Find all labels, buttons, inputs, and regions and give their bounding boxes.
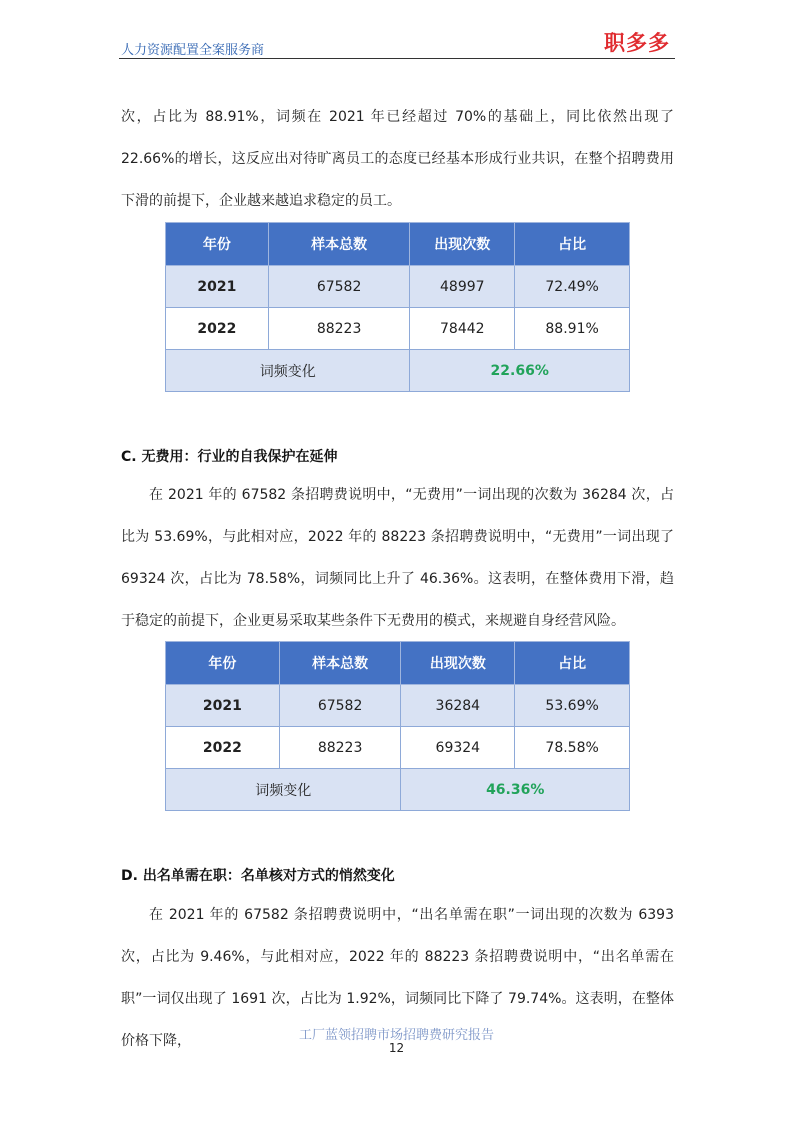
brand-logo: 职多多 — [604, 31, 670, 55]
table-change-row — [166, 350, 630, 392]
section-d-paragraph: 在 2021 年的 67582 条招聘费说明中，“出名单需在职”一词出现的次数为 6393 次，占比为 9.46%，与此相对应，2022 年的 88223 条招聘费说明中，“出名单需在职”一词仅出现了 1691 次，占比为 1.92%，词频同比下降了 79.74%。这表明，在整体价格下降， — [121, 907, 674, 1049]
cell-year: 2022 — [166, 727, 280, 769]
cell-ratio: 78.58% — [515, 727, 630, 769]
header-year: 年份 — [166, 642, 280, 685]
table-row — [166, 685, 630, 727]
section-d-heading: D. 出名单需在职：名单核对方式的悄然变化 — [121, 868, 395, 884]
cell-ratio: 72.49% — [515, 266, 630, 308]
section-c-heading: C. 无费用：行业的自我保护在延伸 — [121, 449, 338, 465]
header-sample-total: 样本总数 — [268, 223, 410, 266]
table-header-row — [166, 223, 630, 266]
cell-year: 2022 — [166, 308, 269, 350]
header-occurrences: 出现次数 — [410, 223, 515, 266]
cell-sample-total: 67582 — [268, 266, 410, 308]
header-year: 年份 — [166, 223, 269, 266]
cell-change-label: 词频变化 — [166, 350, 410, 392]
header-occurrences: 出现次数 — [401, 642, 515, 685]
footer-report-title: 工厂蓝领招聘市场招聘费研究报告 — [298, 1028, 494, 1043]
cell-year: 2021 — [166, 266, 269, 308]
table-row — [166, 308, 630, 350]
cell-occurrences: 78442 — [410, 308, 515, 350]
table-no-fee — [165, 641, 630, 811]
cell-change-label: 词频变化 — [166, 769, 401, 811]
cell-year: 2021 — [166, 685, 280, 727]
table-change-row — [166, 769, 630, 811]
header-title: 人力资源配置全案服务商 — [121, 43, 265, 58]
table-termination-attitude — [165, 222, 630, 392]
cell-occurrences: 48997 — [410, 266, 515, 308]
page-number: 12 — [388, 1041, 405, 1055]
cell-sample-total: 88223 — [279, 727, 401, 769]
cell-sample-total: 67582 — [279, 685, 401, 727]
cell-ratio: 88.91% — [515, 308, 630, 350]
header-divider — [119, 58, 675, 59]
table-header-row — [166, 642, 630, 685]
header-sample-total: 样本总数 — [279, 642, 401, 685]
cell-change-value: 22.66% — [410, 350, 630, 392]
header-ratio: 占比 — [515, 642, 630, 685]
table-row — [166, 266, 630, 308]
cell-occurrences: 69324 — [401, 727, 515, 769]
cell-ratio: 53.69% — [515, 685, 630, 727]
table-row — [166, 727, 630, 769]
cell-occurrences: 36284 — [401, 685, 515, 727]
intro-paragraph: 次，占比为 88.91%，词频在 2021 年已经超过 70%的基础上，同比依然出现了 22.66%的增长，这反应出对待旷离员工的态度已经基本形成行业共识，在整个招聘费用下滑的前提下，企业越来越追求稳定的员工。 — [121, 109, 674, 209]
cell-sample-total: 88223 — [268, 308, 410, 350]
section-c-paragraph: 在 2021 年的 67582 条招聘费说明中，“无费用”一词出现的次数为 36284 次，占比为 53.69%，与此相对应，2022 年的 88223 条招聘费说明中，“无费用”一词出现了 69324 次，占比为 78.58%，词频同比上升了 46.36%。这表明，在整体费用下滑，趋于稳定的前提下，企业更易采取某些条件下无费用的模式，来规避自身经营风险。 — [121, 487, 674, 629]
cell-change-value: 46.36% — [401, 769, 630, 811]
header-ratio: 占比 — [515, 223, 630, 266]
